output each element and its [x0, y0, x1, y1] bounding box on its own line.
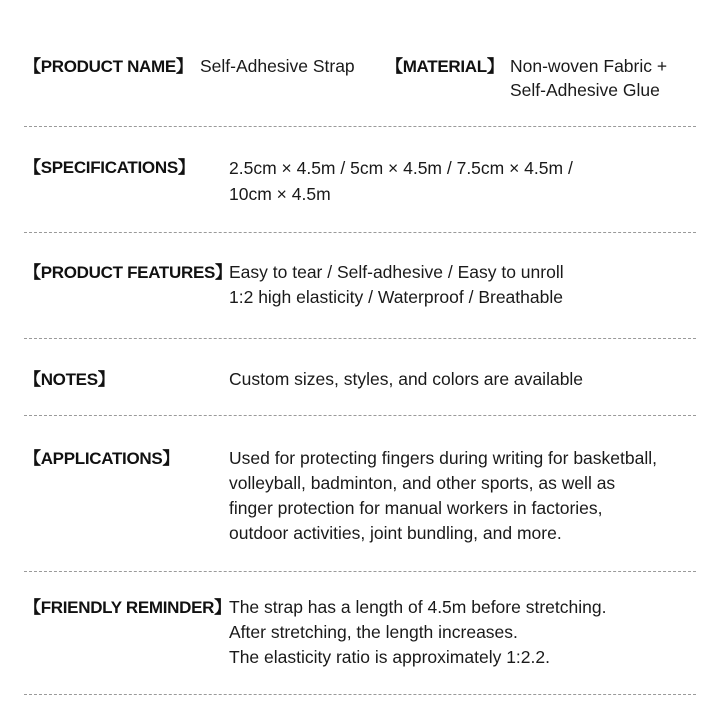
notes-label: 【NOTES】: [24, 370, 115, 389]
friendly-reminder-label: 【FRIENDLY REMINDER】: [24, 598, 231, 617]
material-label: 【MATERIAL】: [386, 57, 504, 76]
friendly-reminder-value-line-3: The elasticity ratio is approximately 1:2.2.: [229, 647, 550, 667]
section-divider: [24, 571, 696, 572]
section-divider: [24, 232, 696, 233]
section-divider: [24, 338, 696, 339]
product-features-value-line-1: Easy to tear / Self-adhesive / Easy to unroll: [229, 262, 564, 282]
specifications-value-line-1: 2.5cm × 4.5m / 5cm × 4.5m / 7.5cm × 4.5m /: [229, 158, 573, 178]
friendly-reminder-value-line-2: After stretching, the length increases.: [229, 622, 518, 642]
applications-value-line-4: outdoor activities, joint bundling, and more.: [229, 523, 562, 543]
applications-label: 【APPLICATIONS】: [24, 449, 180, 468]
applications-value-line-3: finger protection for manual workers in factories,: [229, 498, 603, 518]
notes-value: Custom sizes, styles, and colors are available: [229, 369, 584, 389]
product-name-label: 【PRODUCT NAME】: [24, 57, 193, 76]
applications-value-line-1: Used for protecting fingers during writing for basketball,: [229, 448, 657, 468]
product-features-value-line-2: 1:2 high elasticity / Waterproof / Breathable: [229, 287, 563, 307]
applications-value-line-2: volleyball, badminton, and other sports, as well as: [229, 473, 616, 493]
specifications-value-line-2: 10cm × 4.5m: [229, 184, 331, 204]
friendly-reminder-value-line-1: The strap has a length of 4.5m before stretching.: [229, 597, 607, 617]
product-name-value: Self-Adhesive Strap: [200, 56, 355, 76]
material-value-line-2: Self-Adhesive Glue: [510, 80, 660, 100]
material-value-line-1: Non-woven Fabric +: [510, 56, 668, 76]
specifications-label: 【SPECIFICATIONS】: [24, 158, 195, 177]
product-features-label: 【PRODUCT FEATURES】: [24, 263, 232, 282]
section-divider: [24, 126, 696, 127]
section-divider: [24, 415, 696, 416]
section-divider: [24, 694, 696, 695]
